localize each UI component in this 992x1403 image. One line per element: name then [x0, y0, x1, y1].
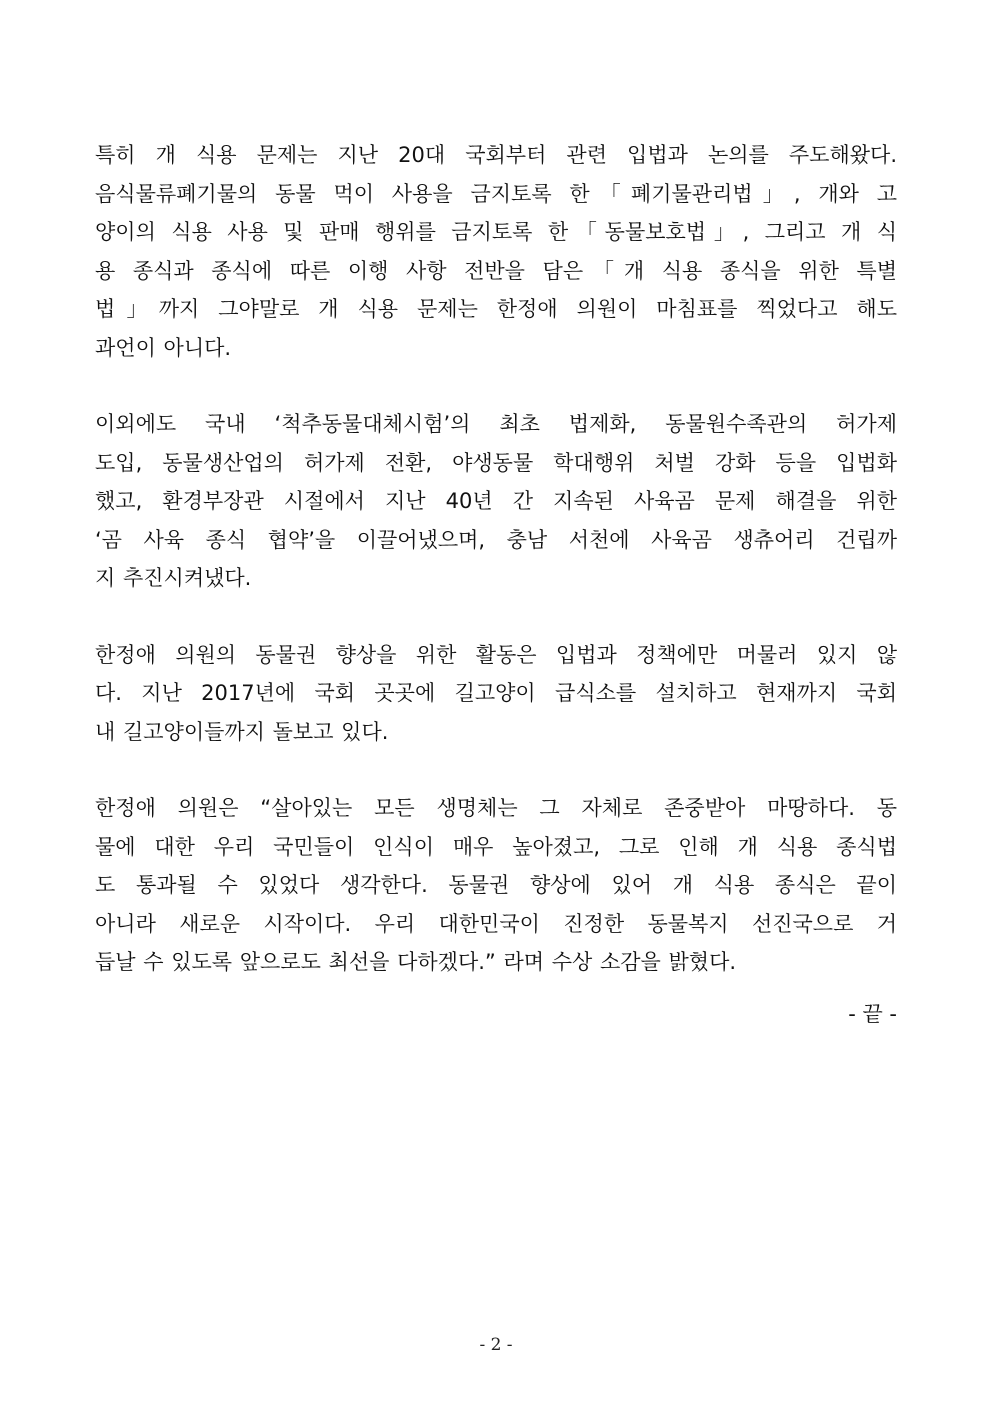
paragraph-1: [95, 136, 897, 367]
text-line: 과언이 아니다.: [95, 335, 232, 360]
text-line: 용 종식과 종식에 따른 이행 사항 전반을 담은「개 식용 종식을 위한 특별: [95, 258, 897, 283]
text-line: 양이의 식용 사용 및 판매 행위를 금지토록 한「동물보호법」, 그리고 개 식: [95, 220, 897, 244]
text-line: 다. 지난 2017년에 국회 곳곳에 길고양이 급식소를 설치하고 현재까지 국회: [95, 681, 897, 705]
closing-mark: - 끝 -: [848, 1002, 897, 1026]
paragraph-4: [95, 789, 897, 982]
text-line: 음식물류폐기물의 동물 먹이 사용을 금지토록 한「폐기물관리법」, 개와 고: [95, 181, 897, 206]
text-line: 했고, 환경부장관 시절에서 지난 40년 간 지속된 사육곰 문제 해결을 위한: [95, 489, 897, 513]
page-number: - 2 -: [479, 1335, 513, 1355]
text-line: 아니라 새로운 시작이다. 우리 대한민국이 진정한 동물복지 선진국으로 거: [95, 911, 897, 936]
paragraph-3: [95, 636, 897, 752]
text-line: 특히 개 식용 문제는 지난 20대 국회부터 관련 입법과 논의를 주도해왔다.: [95, 143, 897, 167]
text-line: ‘곰 사육 종식 협약’을 이끌어냈으며, 충남 서천에 사육곰 생츄어리 건립까: [95, 527, 897, 552]
text-line: 이외에도 국내 ‘척추동물대체시험’의 최초 법제화, 동물원수족관의 허가제: [95, 412, 897, 436]
text-line: 법」까지 그야말로 개 식용 문제는 한정애 의원이 마침표를 찍었다고 해도: [95, 297, 897, 321]
document-body: [95, 136, 897, 1020]
text-line: 듭날 수 있도록 앞으로도 최선을 다하겠다.” 라며 수상 소감을 밝혔다.: [95, 950, 737, 974]
text-line: 물에 대한 우리 국민들이 인식이 매우 높아졌고, 그로 인해 개 식용 종식법: [95, 834, 897, 859]
text-line: 지 추진시켜냈다.: [95, 566, 252, 590]
text-line: 도입, 동물생산업의 허가제 전환, 야생동물 학대행위 처벌 강화 등을 입법화: [95, 450, 897, 475]
text-line: 도 통과될 수 있었다 생각한다. 동물권 향상에 있어 개 식용 종식은 끝이: [95, 873, 897, 897]
text-line: 내 길고양이들까지 돌보고 있다.: [95, 719, 389, 744]
text-line: 한정애 의원의 동물권 향상을 위한 활동은 입법과 정책에만 머물러 있지 않: [95, 642, 897, 667]
text-line: 한정애 의원은 “살아있는 모든 생명체는 그 자체로 존중받아 마땅하다. 동: [95, 796, 897, 820]
paragraph-2: [95, 405, 897, 598]
